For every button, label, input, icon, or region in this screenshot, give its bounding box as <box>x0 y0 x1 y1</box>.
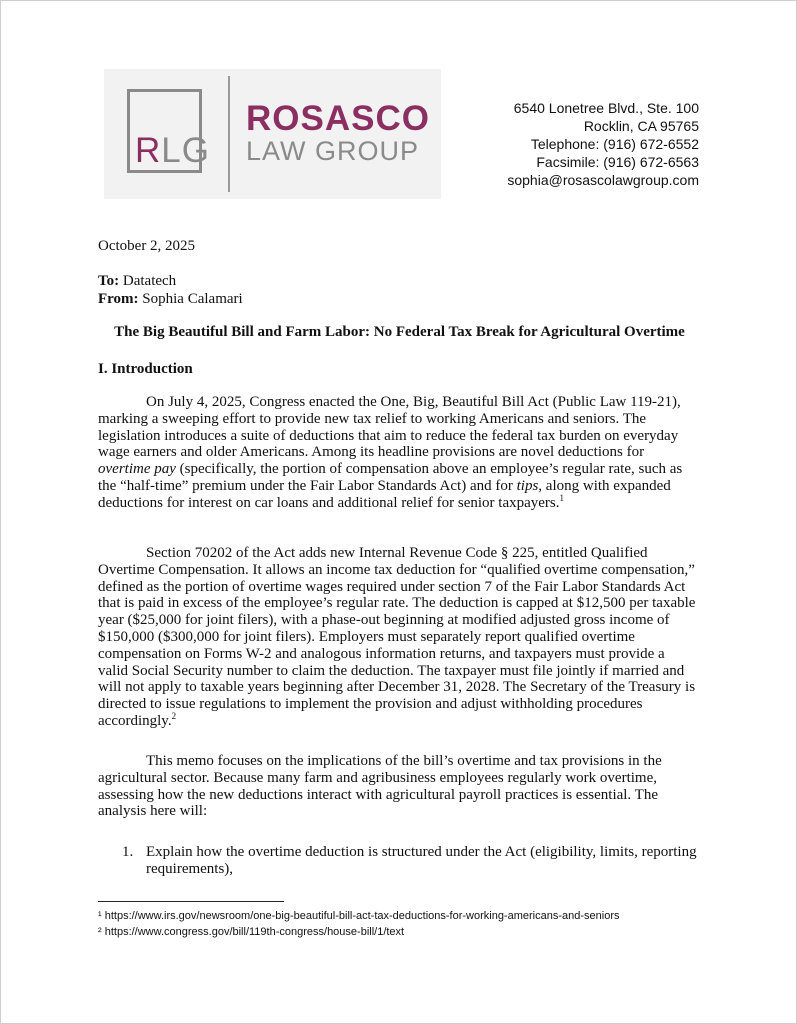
firm-address-block <box>507 99 699 189</box>
footnote-separator <box>98 901 284 902</box>
p1-emphasis-tips: tips <box>516 477 539 494</box>
footnote-ref-1[interactable]: 1 <box>559 492 565 503</box>
memo-to-from <box>98 272 243 308</box>
footnote-ref-2[interactable]: 2 <box>171 710 177 721</box>
p2-text: Section 70202 of the Act adds new Internal Revenue Code § 225, entitled Qualified Overtime Compensation. It allows an income tax deduction for “qualified overtime compensation,” defined as the portion of overtime wages required under section 7 of the Fair Labor Standards Act that is paid in excess of the employee’s regular rate. The deduction is capped at $12,500 per taxable year ($25,000 for joint filers), with a phase-out beginning at modified adjusted gross income of $150,000 ($300,000 for joint filers). Employers must separately report qualified overtime compensation on Forms W-2 and analogous information returns, and taxpayers must provide a valid Social Security number to claim the deduction. The taxpayer must file jointly if married and will not apply to taxable years beginning after December 31, 2028. The Secretary of the Treasury is directed to issue regulations to implement the provision and adjust withholding procedures accordingly. <box>98 545 696 729</box>
address-city: Rocklin, CA 95765 <box>583 118 699 134</box>
logo-initials <box>135 133 210 169</box>
paragraph-1 <box>98 394 698 512</box>
list-item-text: Explain how the overtime deduction is structured under the Act (eligibility, limits, reporting requirements), <box>146 844 697 877</box>
to-label: To: <box>98 273 120 289</box>
p1-emphasis-overtime: overtime pay <box>98 461 176 478</box>
logo-initials-lg: LG <box>161 131 210 170</box>
paragraph-3 <box>98 753 698 820</box>
from-value: Sophia Calamari <box>142 291 243 307</box>
memo-title: The Big Beautiful Bill and Farm Labor: No Federal Tax Break for Agricultural Overtime <box>114 324 685 340</box>
footnote-1[interactable]: ¹ https://www.irs.gov/newsroom/one-big-beautiful-bill-act-tax-deductions-for-working-americans-and-seniors <box>98 910 620 922</box>
p3-text: This memo focuses on the implications of the bill’s overtime and tax provisions in the agricultural sector. Because many farm and agribusiness employees regularly work overtime, assessing how the new deductions interact with agricultural payroll practices is essential. The analysis here will: <box>98 753 662 820</box>
list-item-number: 1. <box>122 844 134 860</box>
address-facsimile: Facsimile: (916) 672-6563 <box>536 154 699 170</box>
p1-text-c: , along with expanded deductions for interest on car loans and additional relief for senior taxpayers. <box>98 477 671 511</box>
firm-name-line2: LAW GROUP <box>246 136 420 166</box>
address-street: 6540 Lonetree Blvd., Ste. 100 <box>513 100 699 116</box>
p1-text-b: (specifically, the portion of compensation above an employee’s regular rate, such as the “half-time” premium under the Fair Labor Standards Act) and for <box>98 461 683 494</box>
address-email: sophia@rosascolawgroup.com <box>507 172 699 188</box>
to-value: Datatech <box>122 273 177 289</box>
memo-from-line <box>98 290 243 308</box>
address-telephone: Telephone: (916) 672-6552 <box>530 136 699 152</box>
footnote-2[interactable]: ² https://www.congress.gov/bill/119th-congress/house-bill/1/text <box>98 926 405 938</box>
memo-to-line <box>98 272 243 290</box>
logo-divider <box>228 76 230 192</box>
memo-date: October 2, 2025 <box>98 238 196 254</box>
paragraph-2 <box>98 545 698 730</box>
firm-name-line1: ROSASCO <box>246 99 430 138</box>
p1-text-a: On July 4, 2025, Congress enacted the One, Big, Beautiful Bill Act (Public Law 119-21), marking a sweeping effort to provide new tax relief to working Americans and seniors. The legislation introduces a suite of deductions that aim to reduce the federal tax burden on everyday wage earners and older Americans. Among its headline provisions are novel deductions for <box>98 394 681 461</box>
from-label: From: <box>98 291 139 307</box>
section-heading-introduction: I. Introduction <box>98 361 193 377</box>
logo-initial-r: R <box>135 131 162 170</box>
